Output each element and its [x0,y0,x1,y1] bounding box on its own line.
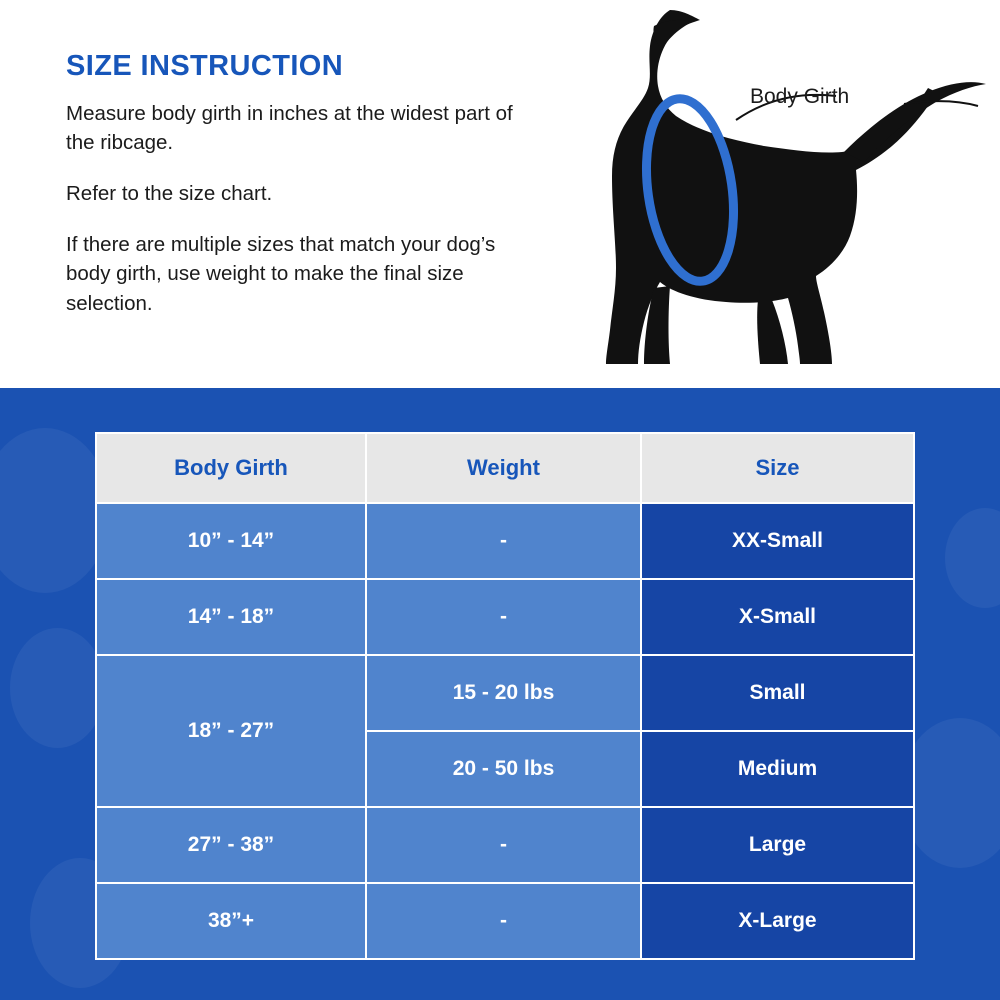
instruction-paragraph-1: Measure body girth in inches at the widest part of the ribcage. [66,102,513,155]
cell-body-girth: 18” - 27” [96,655,366,807]
cell-weight: 15 - 20 lbs [366,655,641,731]
cell-body-girth: 27” - 38” [96,807,366,883]
cell-weight: 20 - 50 lbs [366,731,641,807]
cell-weight: - [366,883,641,959]
instruction-paragraph-3: If there are multiple sizes that match your dog’s body girth, use weight to make the final size selection. [66,233,496,315]
dog-silhouette-icon [520,0,1000,388]
cell-size: Small [641,655,914,731]
column-header-body-girth: Body Girth [96,433,366,503]
body-girth-label: Body Girth [750,85,850,108]
cell-size: X-Small [641,579,914,655]
cell-body-girth: 38”+ [96,883,366,959]
table-row [96,579,914,655]
size-chart-table [95,432,915,960]
table-row [96,503,914,579]
table-header-row [96,433,914,503]
instruction-paragraph-2: Refer to the size chart. [66,182,273,206]
cell-weight: - [366,807,641,883]
table-row [96,655,914,731]
page-title: SIZE INSTRUCTION [66,50,344,82]
cell-size: Medium [641,731,914,807]
cell-body-girth: 10” - 14” [96,503,366,579]
cell-weight: - [366,579,641,655]
decorative-blob [10,628,105,748]
cell-body-girth: 14” - 18” [96,579,366,655]
cell-size: X-Large [641,883,914,959]
column-header-weight: Weight [366,433,641,503]
decorative-blob [0,428,110,593]
size-chart-section [0,388,1000,1000]
cell-size: XX-Small [641,503,914,579]
table-row [96,807,914,883]
decorative-blob [900,718,1000,868]
cell-weight: - [366,503,641,579]
instruction-text-block [66,50,546,318]
decorative-blob [945,508,1000,608]
table-row [96,883,914,959]
dog-illustration [520,0,1000,388]
instruction-section [0,0,1000,388]
cell-size: Large [641,807,914,883]
column-header-size: Size [641,433,914,503]
